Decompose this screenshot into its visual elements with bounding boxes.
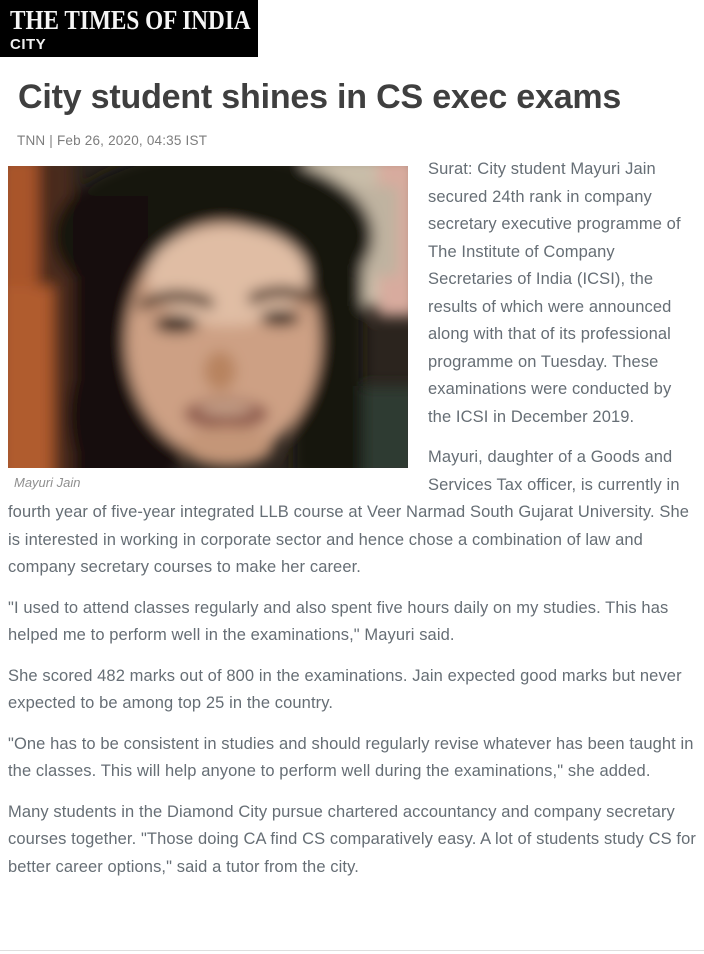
paragraph-1: Surat: City student Mayuri Jain secured 24th rank in company secretary executive programme of The Institute of Company Secretaries of India (ICSI), the results of which were announced along with that of its professional programme on Tuesday. These examinations were conducted by the ICSI in December 2019.	[428, 160, 681, 426]
byline: TNN | Feb 26, 2020, 04:35 IST	[17, 133, 208, 148]
portrait-photo-art	[8, 166, 408, 468]
headline: City student shines in CS exec exams	[18, 78, 622, 116]
paragraph-4: She scored 482 marks out of 800 in the examinations. Jain expected good marks but never expected to be among top 25 in the country.	[8, 666, 682, 712]
article-body	[8, 156, 696, 881]
portrait-photo	[8, 166, 408, 468]
masthead	[0, 0, 704, 57]
paragraph-2: Mayuri, daughter of a Goods and Services Tax officer, is currently in fourth year of five-year integrated LLB course at Veer Narmad South Gujarat University. She is interested in working in corporate sector and hence chose a combination of law and company secretary courses to make her career.	[8, 448, 690, 576]
paragraph-6: Many students in the Diamond City pursue chartered accountancy and company secretary courses together. "Those doing CA find CS comparatively easy. A lot of students study CS for better career options," said a tutor from the city.	[8, 802, 696, 876]
article-photo-figure	[8, 166, 408, 491]
masthead-logo[interactable]	[0, 0, 258, 57]
photo-caption: Mayuri Jain	[14, 475, 81, 490]
section-label-city[interactable]: CITY	[10, 36, 47, 53]
article	[0, 77, 704, 881]
paragraph-5: "One has to be consistent in studies and should regularly revise whatever has been taught in the classes. This will help anyone to perform well during the examinations," she added.	[8, 734, 694, 780]
masthead-title: THE TIMES OF INDIA	[10, 5, 251, 35]
paragraph-3: "I used to attend classes regularly and also spent five hours daily on my studies. This has helped me to perform well in the examinations," Mayuri said.	[8, 598, 669, 644]
bottom-divider	[0, 950, 704, 951]
